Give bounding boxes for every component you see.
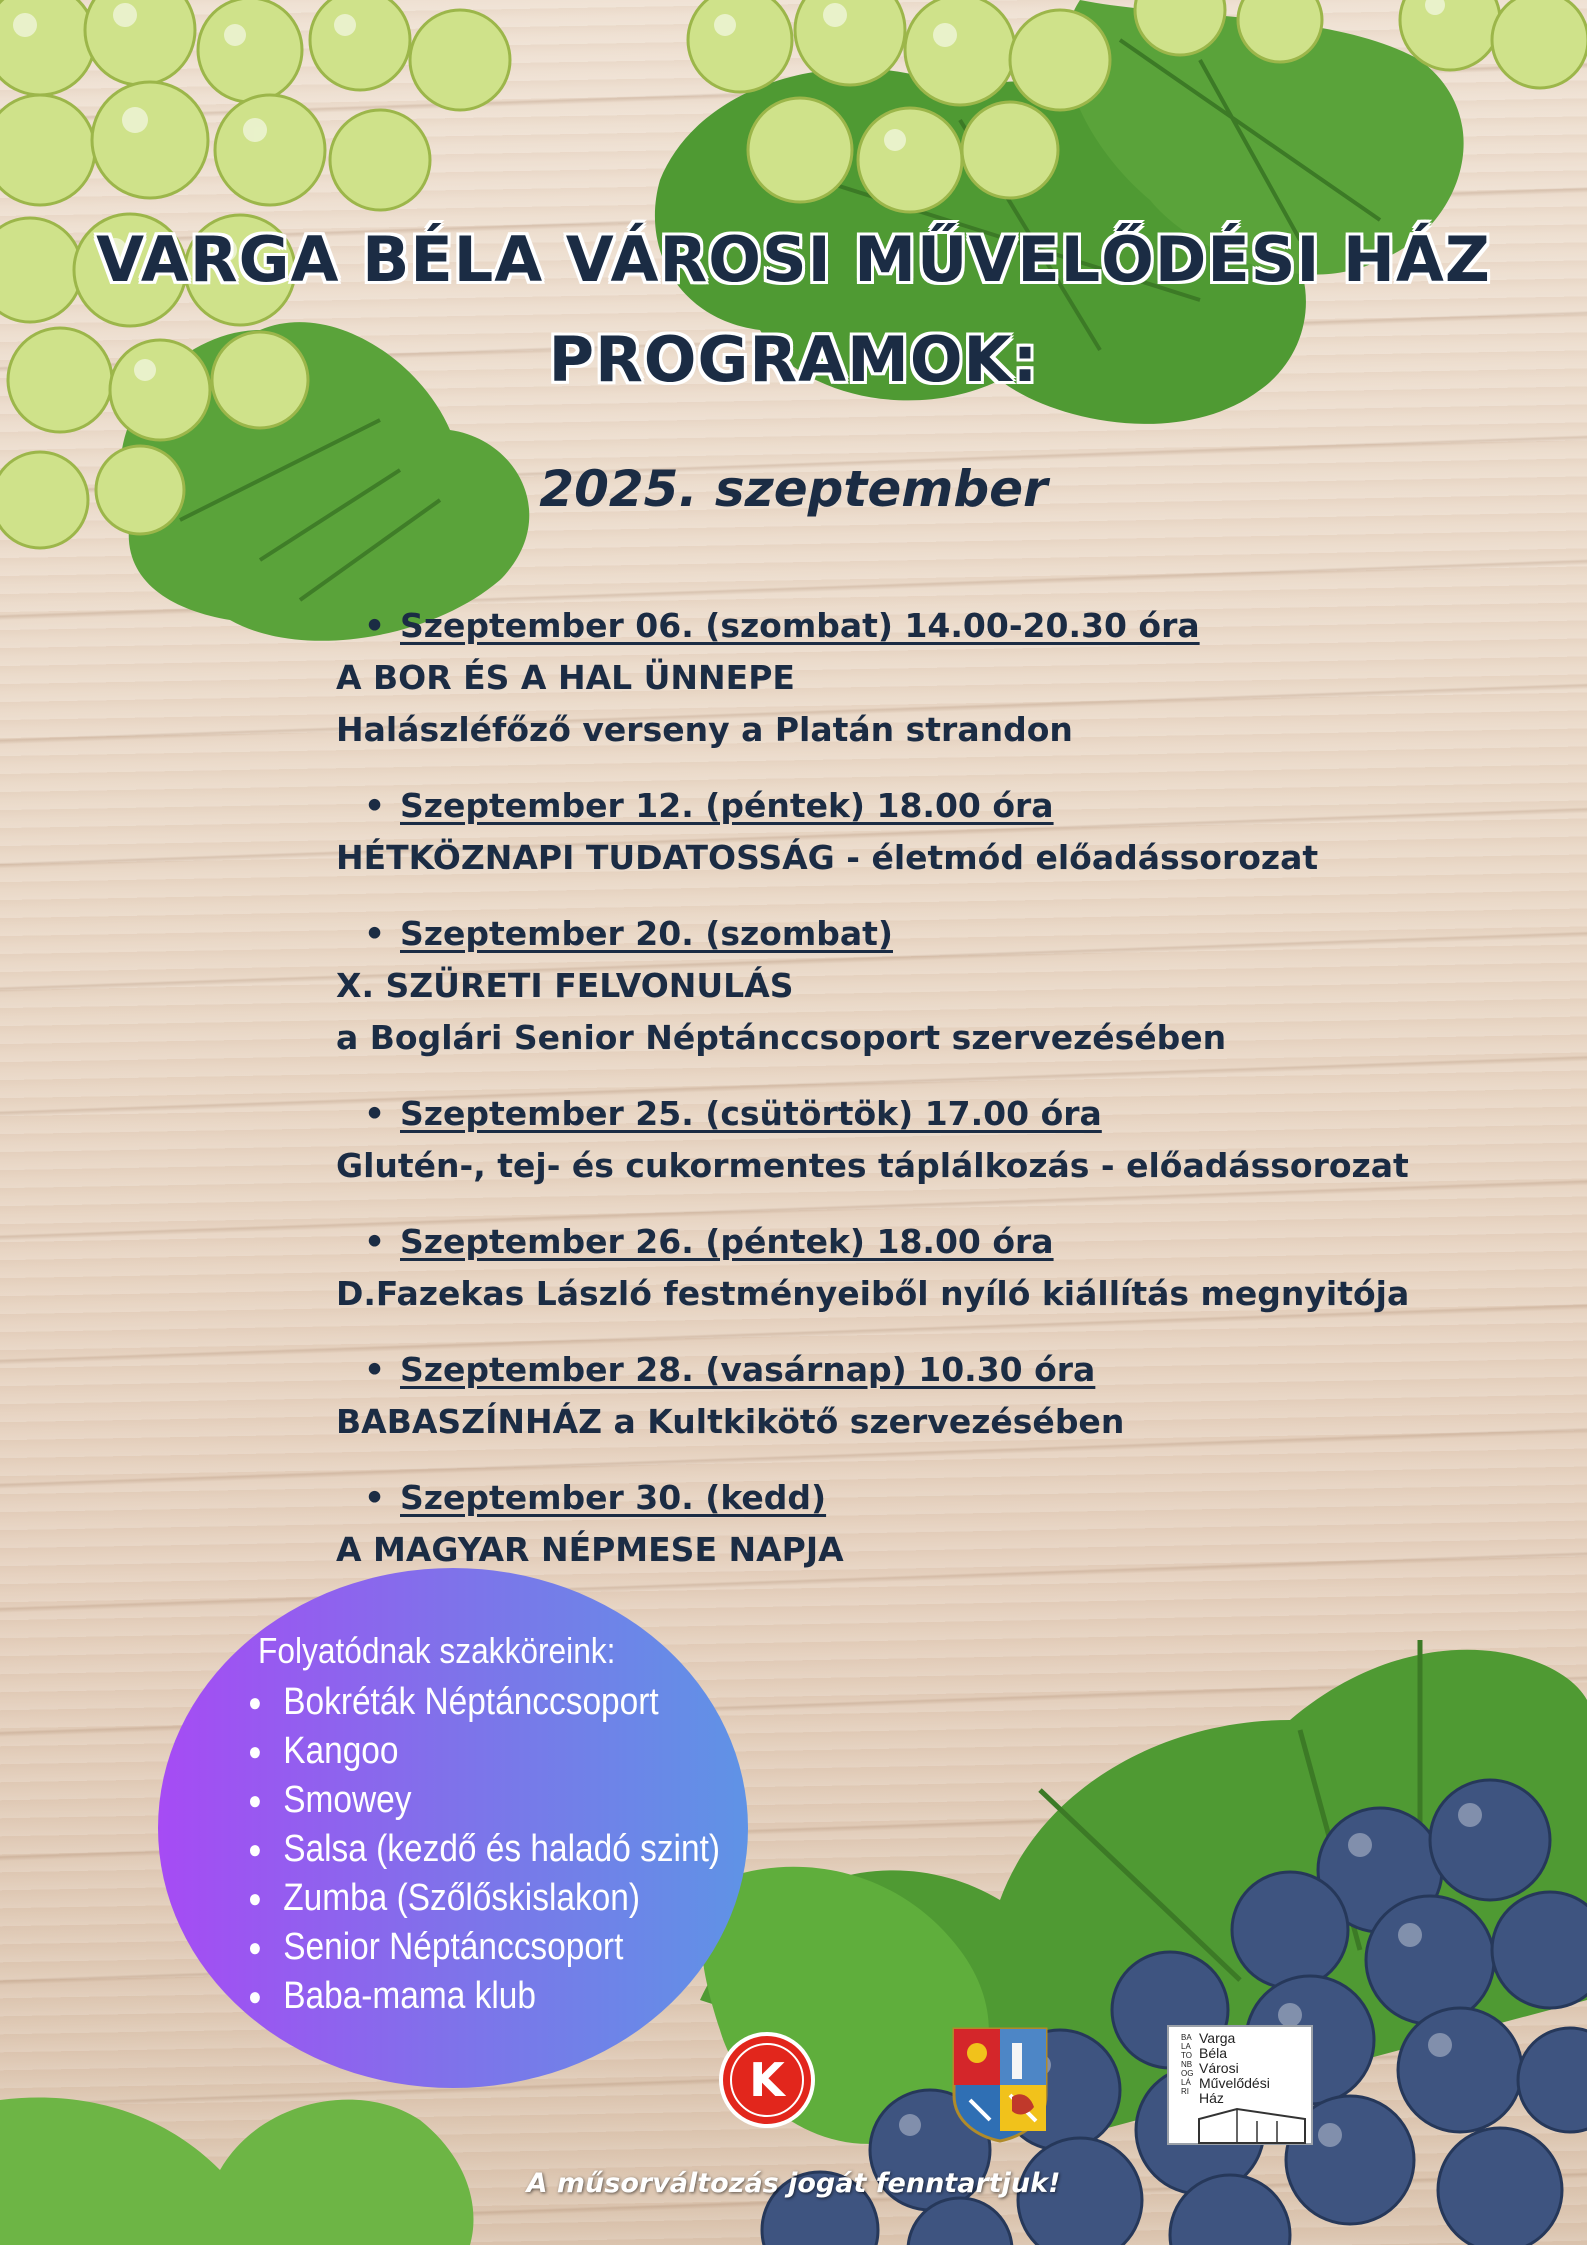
house-logo-line: Béla [1199, 2045, 1228, 2061]
event-date: • Szeptember 06. (szombat) 14.00-20.30 óra [336, 600, 1536, 652]
club-item: ● Bokréták Néptánccsoport [248, 1678, 720, 1727]
event-date: • Szeptember 28. (vasárnap) 10.30 óra [336, 1344, 1536, 1396]
event-date: • Szeptember 26. (péntek) 18.00 óra [336, 1216, 1536, 1268]
event-item [336, 1344, 1536, 1448]
event-description: A MAGYAR NÉPMESE NAPJA [336, 1530, 844, 1569]
event-item [336, 1216, 1536, 1320]
event-date: • Szeptember 12. (péntek) 18.00 óra [336, 780, 1536, 832]
event-item [336, 780, 1536, 884]
event-description: D.Fazekas László festményeiből nyíló kiállítás megnyitója [336, 1274, 1410, 1313]
town-crest-logo [950, 2025, 1050, 2143]
event-description: a Boglári Senior Néptánccsoport szervezésében [336, 1018, 1227, 1057]
kultkikoto-logo [717, 2030, 817, 2130]
event-date: • Szeptember 25. (csütörtök) 17.00 óra [336, 1088, 1536, 1140]
club-item: ● Baba-mama klub [248, 1972, 720, 2021]
club-item: ● Salsa (kezdő és haladó szint) [248, 1825, 720, 1874]
event-item [336, 908, 1536, 1064]
clubs-circle [158, 1568, 748, 2088]
poster-subtitle: 2025. szeptember [539, 460, 1048, 518]
house-logo-vertical-text: BALATONBOGLÁRI [1181, 2033, 1194, 2096]
house-logo-line: Városi [1199, 2060, 1239, 2076]
event-date: • Szeptember 20. (szombat) [336, 908, 1536, 960]
club-item: ● Zumba (Szőlőskislakon) [248, 1874, 720, 1923]
house-logo-line: Művelődési [1199, 2075, 1270, 2091]
event-description: X. SZÜRETI FELVONULÁS [336, 966, 794, 1005]
event-description: Halászléfőző verseny a Platán strandon [336, 710, 1073, 749]
event-item [336, 1472, 1536, 1576]
club-item: ● Smowey [248, 1776, 720, 1825]
event-description: HÉTKÖZNAPI TUDATOSSÁG - életmód előadássorozat [336, 838, 1319, 877]
house-logo-line: Varga [1199, 2030, 1236, 2046]
event-item [336, 1088, 1536, 1192]
title-line-2: PROGRAMOK: [548, 323, 1039, 396]
clubs-title: Folyatódnak szakköreink: [258, 1630, 616, 1671]
club-item: ● Senior Néptánccsoport [248, 1923, 720, 1972]
clubs-list [248, 1678, 784, 2021]
club-item: ● Kangoo [248, 1727, 720, 1776]
house-logo-line: Ház [1199, 2090, 1224, 2106]
event-list [336, 600, 1536, 1600]
footer-note: A műsorváltozás jogát fenntartjuk! [526, 2168, 1061, 2199]
event-description: BABASZÍNHÁZ a Kultkikötő szervezésében [336, 1402, 1125, 1441]
kultkikoto-logo-letter: K [749, 2053, 785, 2107]
event-description: Glutén-, tej- és cukormentes táplálkozás - előadássorozat [336, 1146, 1409, 1185]
title-line-1: VARGA BÉLA VÁROSI MŰVELŐDÉSI HÁZ [96, 223, 1491, 296]
poster-title [0, 210, 1587, 410]
event-item [336, 600, 1536, 756]
house-logo-drawing [1197, 2105, 1307, 2145]
house-logo-text [1199, 2031, 1270, 2106]
muvelodesi-haz-logo [1167, 2025, 1313, 2145]
event-description: A BOR ÉS A HAL ÜNNEPE [336, 658, 795, 697]
event-date: • Szeptember 30. (kedd) [336, 1472, 1536, 1524]
